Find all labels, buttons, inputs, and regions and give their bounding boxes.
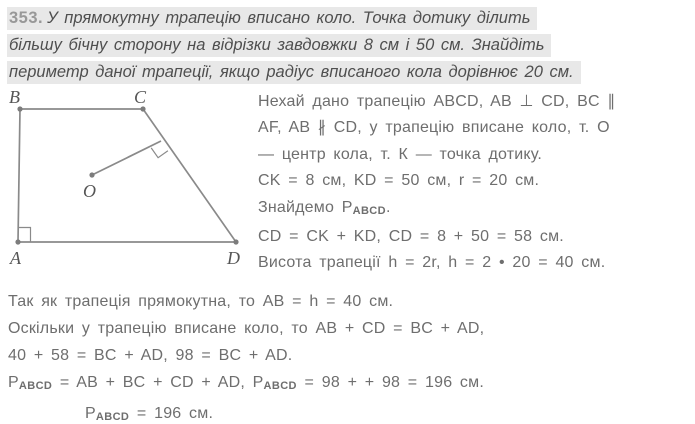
solution-line: Оскільки у трапецію вписане коло, то AB + CD = BC + AD, <box>8 320 485 337</box>
solution-line: Так як трапеція прямокутна, то AB = h = 40 см. <box>8 293 394 310</box>
problem-text: більшу бічну сторону на відрізки завдовжки 8 см і 50 см. Знайдіть <box>9 36 545 54</box>
center-dot-o <box>89 172 94 177</box>
radius-segment <box>92 141 161 175</box>
problem-statement <box>0 0 695 86</box>
vertex-label-a: A <box>10 248 21 268</box>
problem-line <box>7 59 695 86</box>
right-angle-mark-a <box>18 228 31 243</box>
solution-line: Нехай дано трапецію ABCD, AB ⊥ CD, BC ∥ <box>258 93 616 110</box>
problem-number: 353. <box>9 9 44 27</box>
solution-bottom-block <box>0 282 695 424</box>
solution-line: Знайдемо PABCD. <box>258 198 391 217</box>
vertex-dot-d <box>233 239 238 244</box>
highlight-strip <box>7 7 537 30</box>
center-label-o: O <box>83 181 96 201</box>
solution-line: CK = 8 см, KD = 50 см, r = 20 см. <box>258 172 540 190</box>
problem-line <box>7 32 695 59</box>
vertex-label-c: C <box>134 87 147 107</box>
problem-text: периметр даної трапеції, якщо радіус вписаного кола дорівнює 20 см. <box>9 63 574 81</box>
subscript-label: ABCD <box>18 380 53 392</box>
solution-line: — центр кола, т. К — точка дотику. <box>258 145 543 163</box>
subscript-label: ABCD <box>263 380 297 392</box>
vertex-dot-c <box>140 106 145 111</box>
middle-section <box>0 86 695 282</box>
solution-line: Висота трапеції h = 2r, h = 2 • 20 = 40 см. <box>258 254 606 272</box>
solution-right-column <box>258 86 616 277</box>
highlight-strip <box>7 34 551 57</box>
solution-line: 40 + 58 = BC + AD, 98 = BC + AD. <box>8 347 293 364</box>
vertex-dot-a <box>15 239 20 244</box>
problem-text: У прямокутну трапецію вписано коло. Точка дотику ділить <box>47 9 531 27</box>
trapezoid-figure <box>0 86 258 282</box>
highlight-strip <box>7 61 581 84</box>
vertex-dot-b <box>17 106 22 111</box>
vertex-label-b: B <box>9 87 20 107</box>
solution-line: CD = CK + KD, CD = 8 + 50 = 58 см. <box>258 228 564 246</box>
vertex-label-d: D <box>227 248 240 268</box>
solution-line: AF, AB ∦ CD, у трапецію вписане коло, т. O <box>258 119 610 137</box>
solution-line: PABCD = 196 см. <box>85 405 214 423</box>
right-angle-mark-tangency <box>151 148 168 158</box>
trapezoid-svg <box>0 86 258 282</box>
problem-line <box>7 5 695 32</box>
subscript-label: ABCD <box>352 204 386 217</box>
subscript-label: ABCD <box>95 411 130 423</box>
trapezoid-outline <box>18 109 236 242</box>
solution-line: PABCD = AB + BC + CD + AD, PABCD = 98 + + 98 = 196 см. <box>8 374 484 392</box>
